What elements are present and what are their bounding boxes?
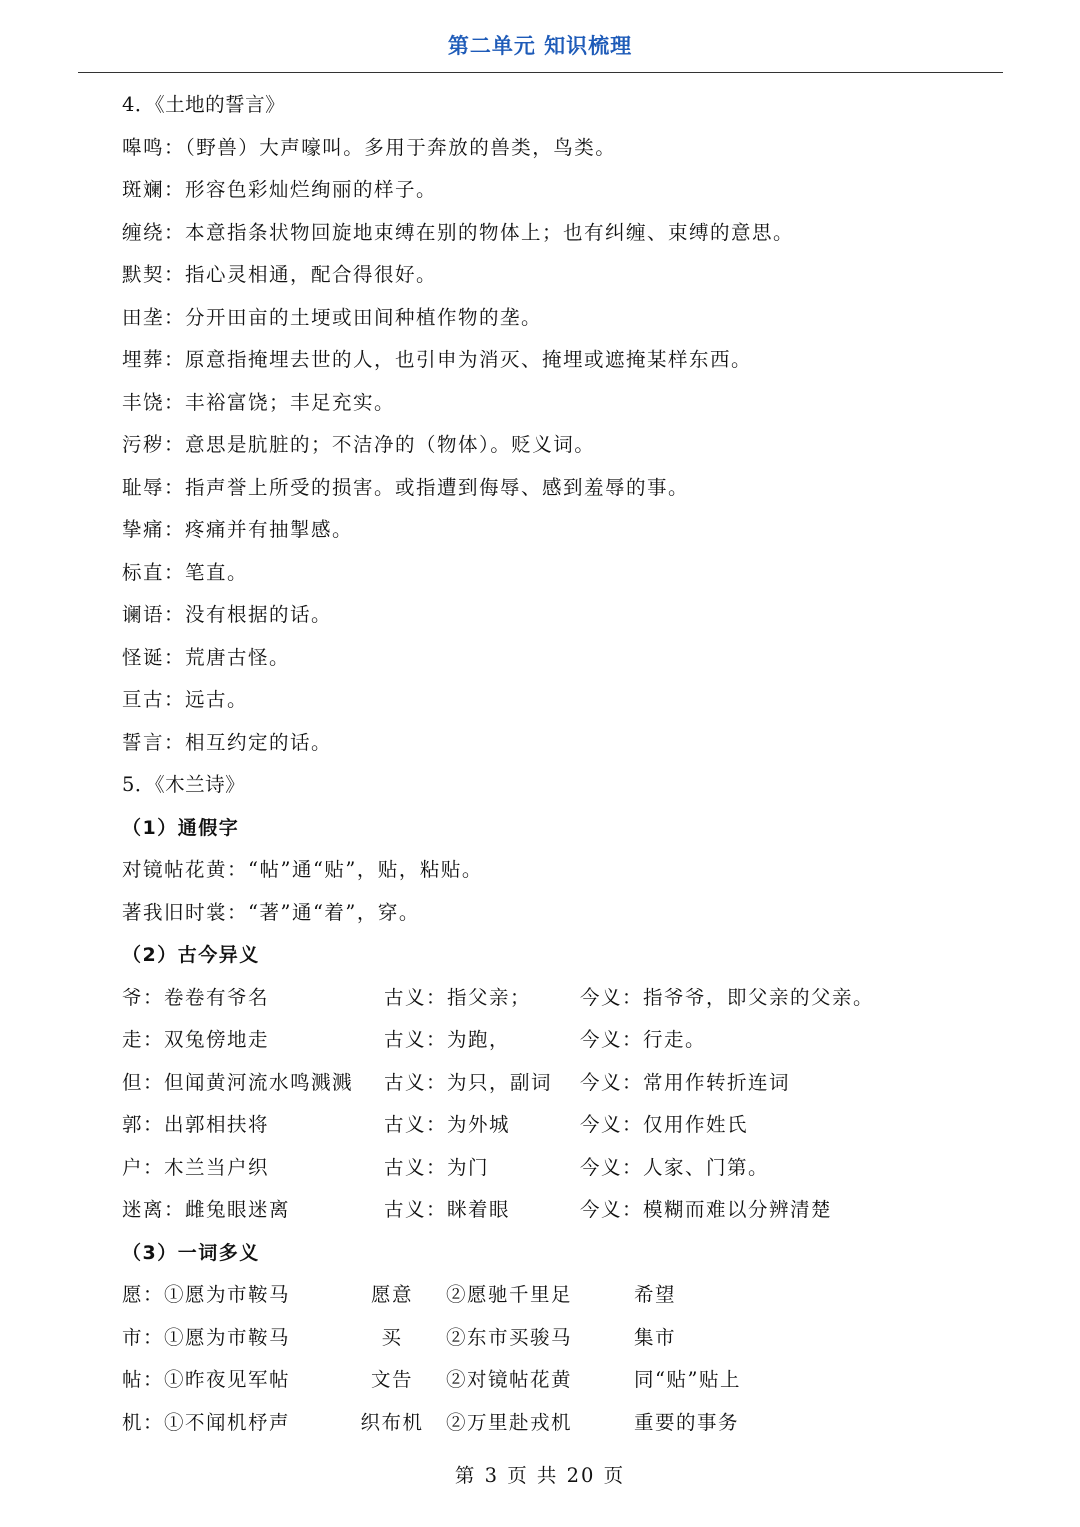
subsection-title: （1）通假字 bbox=[122, 816, 240, 839]
gujin-new-meaning: 今义：仅用作姓氏 bbox=[580, 1113, 749, 1136]
duoyi-sentence-1: 愿：①愿为市鞍马 bbox=[122, 1283, 291, 1306]
document-body bbox=[122, 84, 1002, 1444]
duoyi-sentence-2: ②对镜帖花黄 bbox=[446, 1368, 573, 1391]
gujin-row bbox=[122, 1147, 1002, 1190]
section-heading: 5．《木兰诗》 bbox=[122, 773, 246, 796]
duoyi-sentence-2: ②万里赴戎机 bbox=[446, 1410, 573, 1434]
vocab-entry: 田垄：分开田亩的土埂或田间种植作物的垄。 bbox=[122, 305, 543, 329]
duoyi-table bbox=[122, 1274, 1002, 1444]
duoyi-sentence-1: 帖：①昨夜见军帖 bbox=[122, 1368, 291, 1391]
gujin-old-meaning: 古义：为跑， bbox=[384, 1028, 511, 1051]
duoyi-meaning-2: 重要的事务 bbox=[634, 1410, 740, 1434]
gujin-row bbox=[122, 1104, 1002, 1147]
gujin-table bbox=[122, 977, 1002, 1232]
duoyi-meaning-2: 希望 bbox=[634, 1283, 677, 1306]
gujin-row bbox=[122, 1062, 1002, 1105]
vocab-entry: 污秽：意思是肮脏的；不洁净的（物体）。贬义词。 bbox=[122, 433, 596, 456]
vocab-entry: 挚痛：疼痛并有抽掣感。 bbox=[122, 518, 354, 541]
vocab-entry: 默契：指心灵相通，配合得很好。 bbox=[122, 263, 438, 286]
section-heading: 4．《土地的誓言》 bbox=[122, 93, 286, 116]
gujin-old-meaning: 古义：眯着眼 bbox=[384, 1198, 511, 1221]
duoyi-meaning-1: 织布机 bbox=[360, 1410, 424, 1434]
tongjia-entry: 对镜帖花黄：“帖”通“贴”，贴，粘贴。 bbox=[122, 858, 483, 881]
page-header-title: 第二单元 知识梳理 bbox=[447, 34, 633, 58]
page-number: 第 3 页 共 20 页 bbox=[454, 1464, 626, 1487]
gujin-new-meaning: 今义：指爷爷，即父亲的父亲。 bbox=[580, 985, 875, 1009]
gujin-word: 郭：出郭相扶将 bbox=[122, 1113, 270, 1136]
duoyi-meaning-2: 集市 bbox=[634, 1325, 677, 1349]
vocabulary-list bbox=[122, 127, 1002, 765]
gujin-word: 迷离：雌兔眼迷离 bbox=[122, 1198, 291, 1221]
vocab-entry: 亘古：远古。 bbox=[122, 688, 249, 711]
vocab-entry: 标直：笔直。 bbox=[122, 560, 249, 584]
duoyi-row bbox=[122, 1274, 1002, 1317]
gujin-row bbox=[122, 1019, 1002, 1062]
duoyi-sentence-1: 机：①不闻机杼声 bbox=[122, 1410, 291, 1434]
header-divider bbox=[78, 72, 1003, 73]
gujin-word: 但：但闻黄河流水鸣溅溅 bbox=[122, 1070, 354, 1094]
gujin-old-meaning: 古义：为只，副词 bbox=[384, 1070, 553, 1094]
duoyi-meaning-1: 买 bbox=[381, 1325, 403, 1349]
gujin-old-meaning: 古义：指父亲； bbox=[384, 985, 532, 1009]
duoyi-meaning-1: 愿意 bbox=[370, 1283, 413, 1306]
vocab-entry: 谰语：没有根据的话。 bbox=[122, 603, 333, 626]
vocab-entry: 誓言：相互约定的话。 bbox=[122, 730, 333, 754]
vocab-entry: 怪诞：荒唐古怪。 bbox=[122, 645, 291, 669]
vocab-entry: 缠绕：本意指条状物回旋地束缚在别的物体上；也有纠缠、束缚的意思。 bbox=[122, 220, 795, 244]
gujin-old-meaning: 古义：为外城 bbox=[384, 1113, 511, 1136]
gujin-new-meaning: 今义：模糊而难以分辨清楚 bbox=[580, 1198, 833, 1221]
gujin-new-meaning: 今义：人家、门第。 bbox=[580, 1155, 770, 1179]
subsection-title: （2）古今异义 bbox=[122, 944, 260, 966]
vocab-entry: 埋葬：原意指掩埋去世的人，也引申为消灭、掩埋或遮掩某样东西。 bbox=[122, 348, 753, 371]
gujin-new-meaning: 今义：常用作转折连词 bbox=[580, 1070, 791, 1094]
gujin-row bbox=[122, 977, 1002, 1020]
vocab-entry: 斑斓：形容色彩灿烂绚丽的样子。 bbox=[122, 178, 438, 201]
duoyi-row bbox=[122, 1359, 1002, 1402]
gujin-word: 户：木兰当户织 bbox=[122, 1155, 270, 1179]
subsection-title: （3）一词多义 bbox=[122, 1241, 260, 1264]
duoyi-meaning-1: 文告 bbox=[370, 1368, 413, 1391]
vocab-entry: 嗥鸣：（野兽）大声嚎叫。多用于奔放的兽类，鸟类。 bbox=[122, 135, 617, 159]
vocab-entry: 耻辱：指声誉上所受的损害。或指遭到侮辱、感到羞辱的事。 bbox=[122, 475, 690, 499]
gujin-word: 走：双兔傍地走 bbox=[122, 1028, 270, 1051]
duoyi-sentence-2: ②愿驰千里足 bbox=[446, 1283, 573, 1306]
gujin-row bbox=[122, 1189, 1002, 1232]
gujin-old-meaning: 古义：为门 bbox=[384, 1155, 490, 1179]
duoyi-sentence-2: ②东市买骏马 bbox=[446, 1325, 573, 1349]
gujin-word: 爷：卷卷有爷名 bbox=[122, 985, 270, 1009]
tongjia-entry: 著我旧时裳：“著”通“着”，穿。 bbox=[122, 900, 420, 924]
gujin-new-meaning: 今义：行走。 bbox=[580, 1028, 707, 1051]
duoyi-row bbox=[122, 1317, 1002, 1360]
duoyi-sentence-1: 市：①愿为市鞍马 bbox=[122, 1325, 291, 1349]
duoyi-meaning-2: 同“贴”贴上 bbox=[634, 1368, 741, 1391]
vocab-entry: 丰饶：丰裕富饶；丰足充实。 bbox=[122, 390, 396, 414]
duoyi-row bbox=[122, 1402, 1002, 1445]
